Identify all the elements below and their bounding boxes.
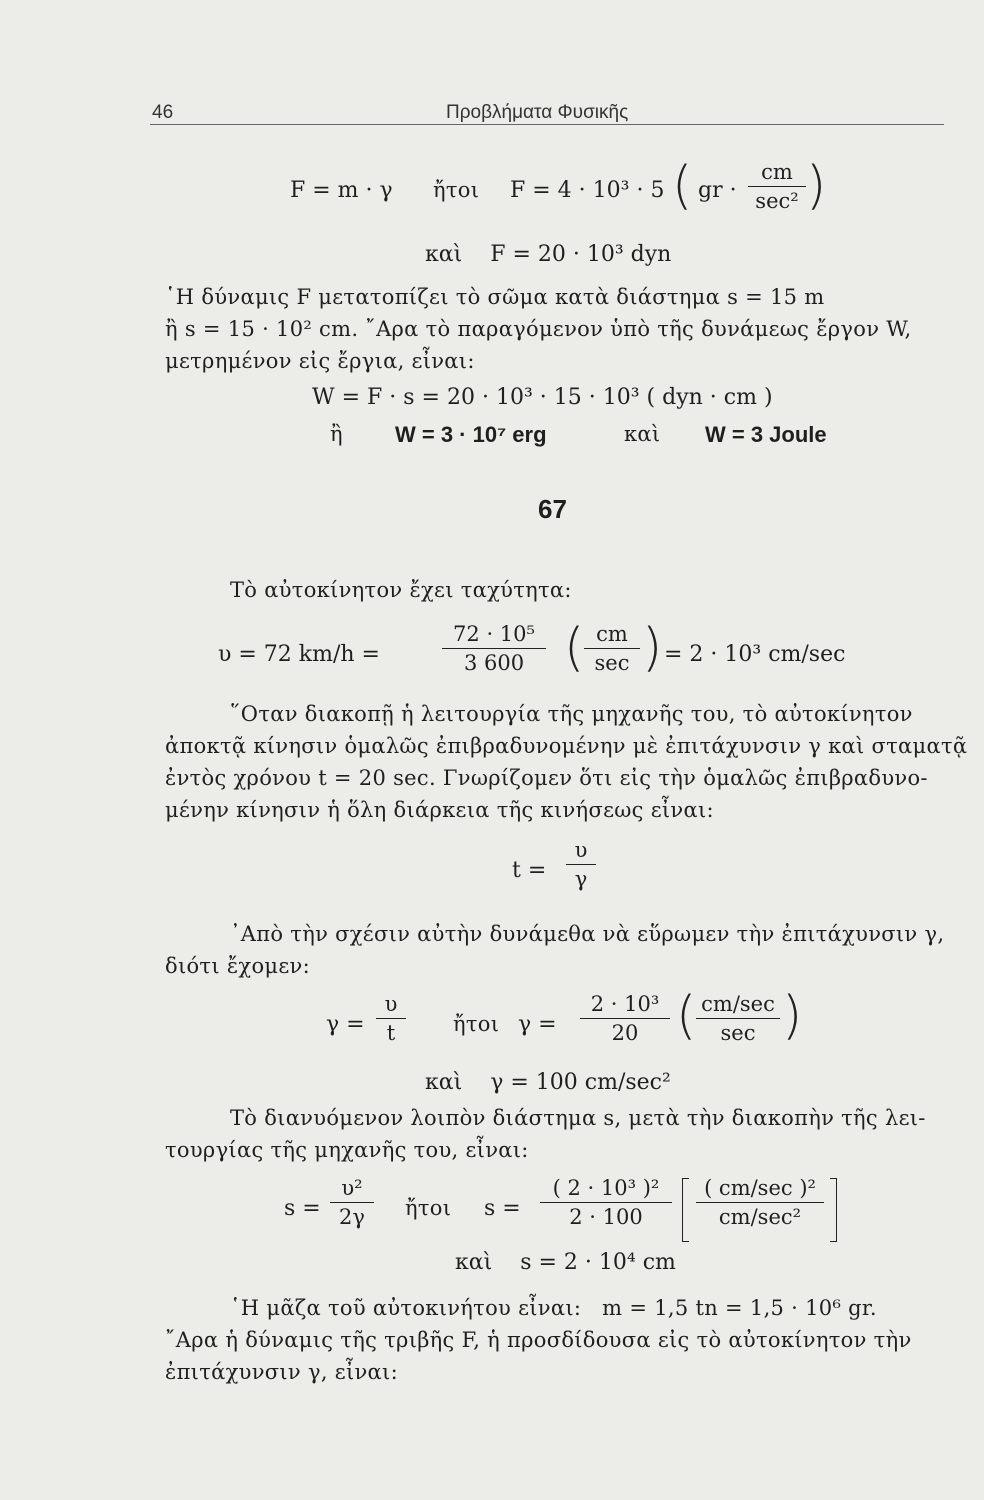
eq3: W = F · s = 20 · 10³ · 15 · 10³ ( dyn · cm )	[312, 385, 773, 410]
eq7-fraction2	[580, 992, 670, 1045]
eq8: καὶ γ = 100 cm/sec²	[425, 1070, 671, 1095]
problem-number: 67	[538, 494, 567, 524]
eq7-word: ἤτοι	[453, 1012, 500, 1036]
eq6-fraction	[566, 838, 596, 891]
eq9-unit-num: ( cm/sec )²	[696, 1176, 824, 1203]
eq6-lhs: t =	[512, 858, 547, 883]
eq4-b: W = 3 Joule	[705, 422, 827, 447]
eq7-num2: 2 · 10³	[580, 992, 670, 1019]
eq7-den2: 20	[611, 1021, 639, 1045]
eq1-rhs: F = 4 · 10³ · 5	[510, 178, 665, 203]
para2: Τὸ αὐτοκίνητον ἔχει ταχύτητα:	[230, 578, 572, 602]
para5-line1: Τὸ διανυόμενον λοιπὸν διάστημα s, μετὰ τὴν διακοπὴν τῆς λει-	[230, 1106, 926, 1130]
running-title: Προβλήματα Φυσικῆς	[446, 102, 629, 123]
para4-line2: διότι ἔχομεν:	[165, 954, 310, 978]
eq5-paren-left: (	[564, 618, 585, 678]
eq9-unit-den: cm/sec²	[718, 1205, 802, 1229]
para3-line3: ἐντὸς χρόνου t = 20 sec. Γνωρίζομεν ὅτι εἰς τὴν ὁμαλῶς ἐπιβραδυνο-	[165, 766, 928, 790]
eq5-num: 72 · 10⁵	[442, 622, 546, 649]
para3-line1: ῞Οταν διακοπῇ ἡ λειτουργία τῆς μηχανῆς του, τὸ αὐτοκίνητον	[230, 702, 913, 726]
eq9-num2: ( 2 · 10³ )²	[540, 1176, 672, 1203]
para6-line2: ῎Αρα ἡ δύναμις τῆς τριβῆς F, ἡ προσδίδουσα εἰς τὸ αὐτοκίνητον τὴν	[165, 1328, 912, 1352]
eq5-den: 3 600	[463, 651, 525, 675]
eq1-paren-right: )	[806, 156, 827, 216]
para6-line1: ῾Η μᾶζα τοῦ αὐτοκινήτου εἶναι: m = 1,5 tn = 1,5 · 10⁶ gr.	[230, 1296, 877, 1320]
eq1-unit-den: sec²	[755, 189, 799, 213]
eq7-num1: υ	[376, 992, 406, 1019]
eq9-bracket-left	[682, 1178, 689, 1242]
eq7-unit-den: sec	[720, 1021, 756, 1045]
eq1-unit-fraction	[748, 160, 806, 213]
eq9-bracket-right	[830, 1178, 837, 1242]
para1-line2: ἢ s = 15 · 10² cm. ῎Αρα τὸ παραγόμενον ὑπὸ τῆς δυνάμεως ἔργον W,	[165, 317, 912, 341]
para4-line1: ᾿Απὸ τὴν σχέσιν αὐτὴν δυνάμεθα νὰ εὕρωμεν τὴν ἐπιτάχυνσιν γ,	[230, 922, 945, 946]
eq5-paren-right: )	[642, 618, 663, 678]
eq6-num: υ	[566, 838, 596, 865]
eq5-lhs: υ = 72 km/h =	[218, 642, 380, 667]
eq9-fraction2	[540, 1176, 672, 1229]
eq5-rhs: = 2 · 10³ cm/sec	[664, 642, 846, 667]
eq9-mid: s =	[484, 1196, 521, 1221]
eq9-den1: 2γ	[339, 1205, 365, 1229]
eq9-num1: υ²	[330, 1176, 374, 1203]
eq7-fraction1	[376, 992, 406, 1045]
para6-line3: ἐπιτάχυνσιν γ, εἶναι:	[165, 1360, 398, 1384]
eq2: καὶ F = 20 · 10³ dyn	[425, 242, 672, 267]
page-number: 46	[152, 102, 174, 123]
eq4-prefix: ἢ	[330, 422, 343, 446]
eq1-lhs: F = m · γ	[290, 178, 393, 203]
eq6-den: γ	[574, 867, 588, 891]
eq7-paren-left: (	[676, 986, 697, 1046]
para3-line2: ἀποκτᾷ κίνησιν ὁμαλῶς ἐπιβραδυνομένην μὲ ἐπιτάχυνσιν γ καὶ σταματᾷ	[165, 734, 968, 758]
para5-line2: τουργίας τῆς μηχανῆς του, εἶναι:	[165, 1138, 529, 1162]
eq9-word: ἤτοι	[405, 1196, 452, 1220]
eq7-mid: γ =	[518, 1012, 557, 1037]
eq10: καὶ s = 2 · 10⁴ cm	[455, 1250, 676, 1275]
para1-line3: μετρημένον εἰς ἔργια, εἶναι:	[165, 349, 475, 373]
eq1-word: ἤτοι	[433, 178, 480, 202]
eq9-lhs: s =	[284, 1196, 321, 1221]
eq4-word: καὶ	[624, 422, 661, 446]
eq1-unit-num: cm	[748, 160, 806, 187]
eq4-a: W = 3 · 10⁷ erg	[395, 422, 547, 447]
eq9-unit-fraction	[696, 1176, 824, 1229]
eq5-unit-fraction	[584, 622, 640, 675]
eq9-fraction1	[330, 1176, 374, 1229]
eq5-unit-num: cm	[584, 622, 640, 649]
eq7-den1: t	[386, 1021, 396, 1045]
eq1-paren-left: (	[672, 156, 693, 216]
eq7-unit-num: cm/sec	[696, 992, 780, 1019]
eq7-paren-right: )	[782, 986, 803, 1046]
eq7-unit-fraction	[696, 992, 780, 1045]
para1-line1: ῾Η δύναμις F μετατοπίζει τὸ σῶμα κατὰ διάστημα s = 15 m	[165, 285, 825, 309]
eq1-unit-pre: gr ·	[698, 178, 737, 203]
eq5-fraction	[442, 622, 546, 675]
eq7-lhs: γ =	[326, 1012, 365, 1037]
eq5-unit-den: sec	[594, 651, 630, 675]
para3-line4: μένην κίνησιν ἡ ὅλη διάρκεια τῆς κινήσεως εἶναι:	[165, 798, 714, 822]
eq9-den2: 2 · 100	[569, 1205, 643, 1229]
header-rule	[150, 124, 944, 125]
